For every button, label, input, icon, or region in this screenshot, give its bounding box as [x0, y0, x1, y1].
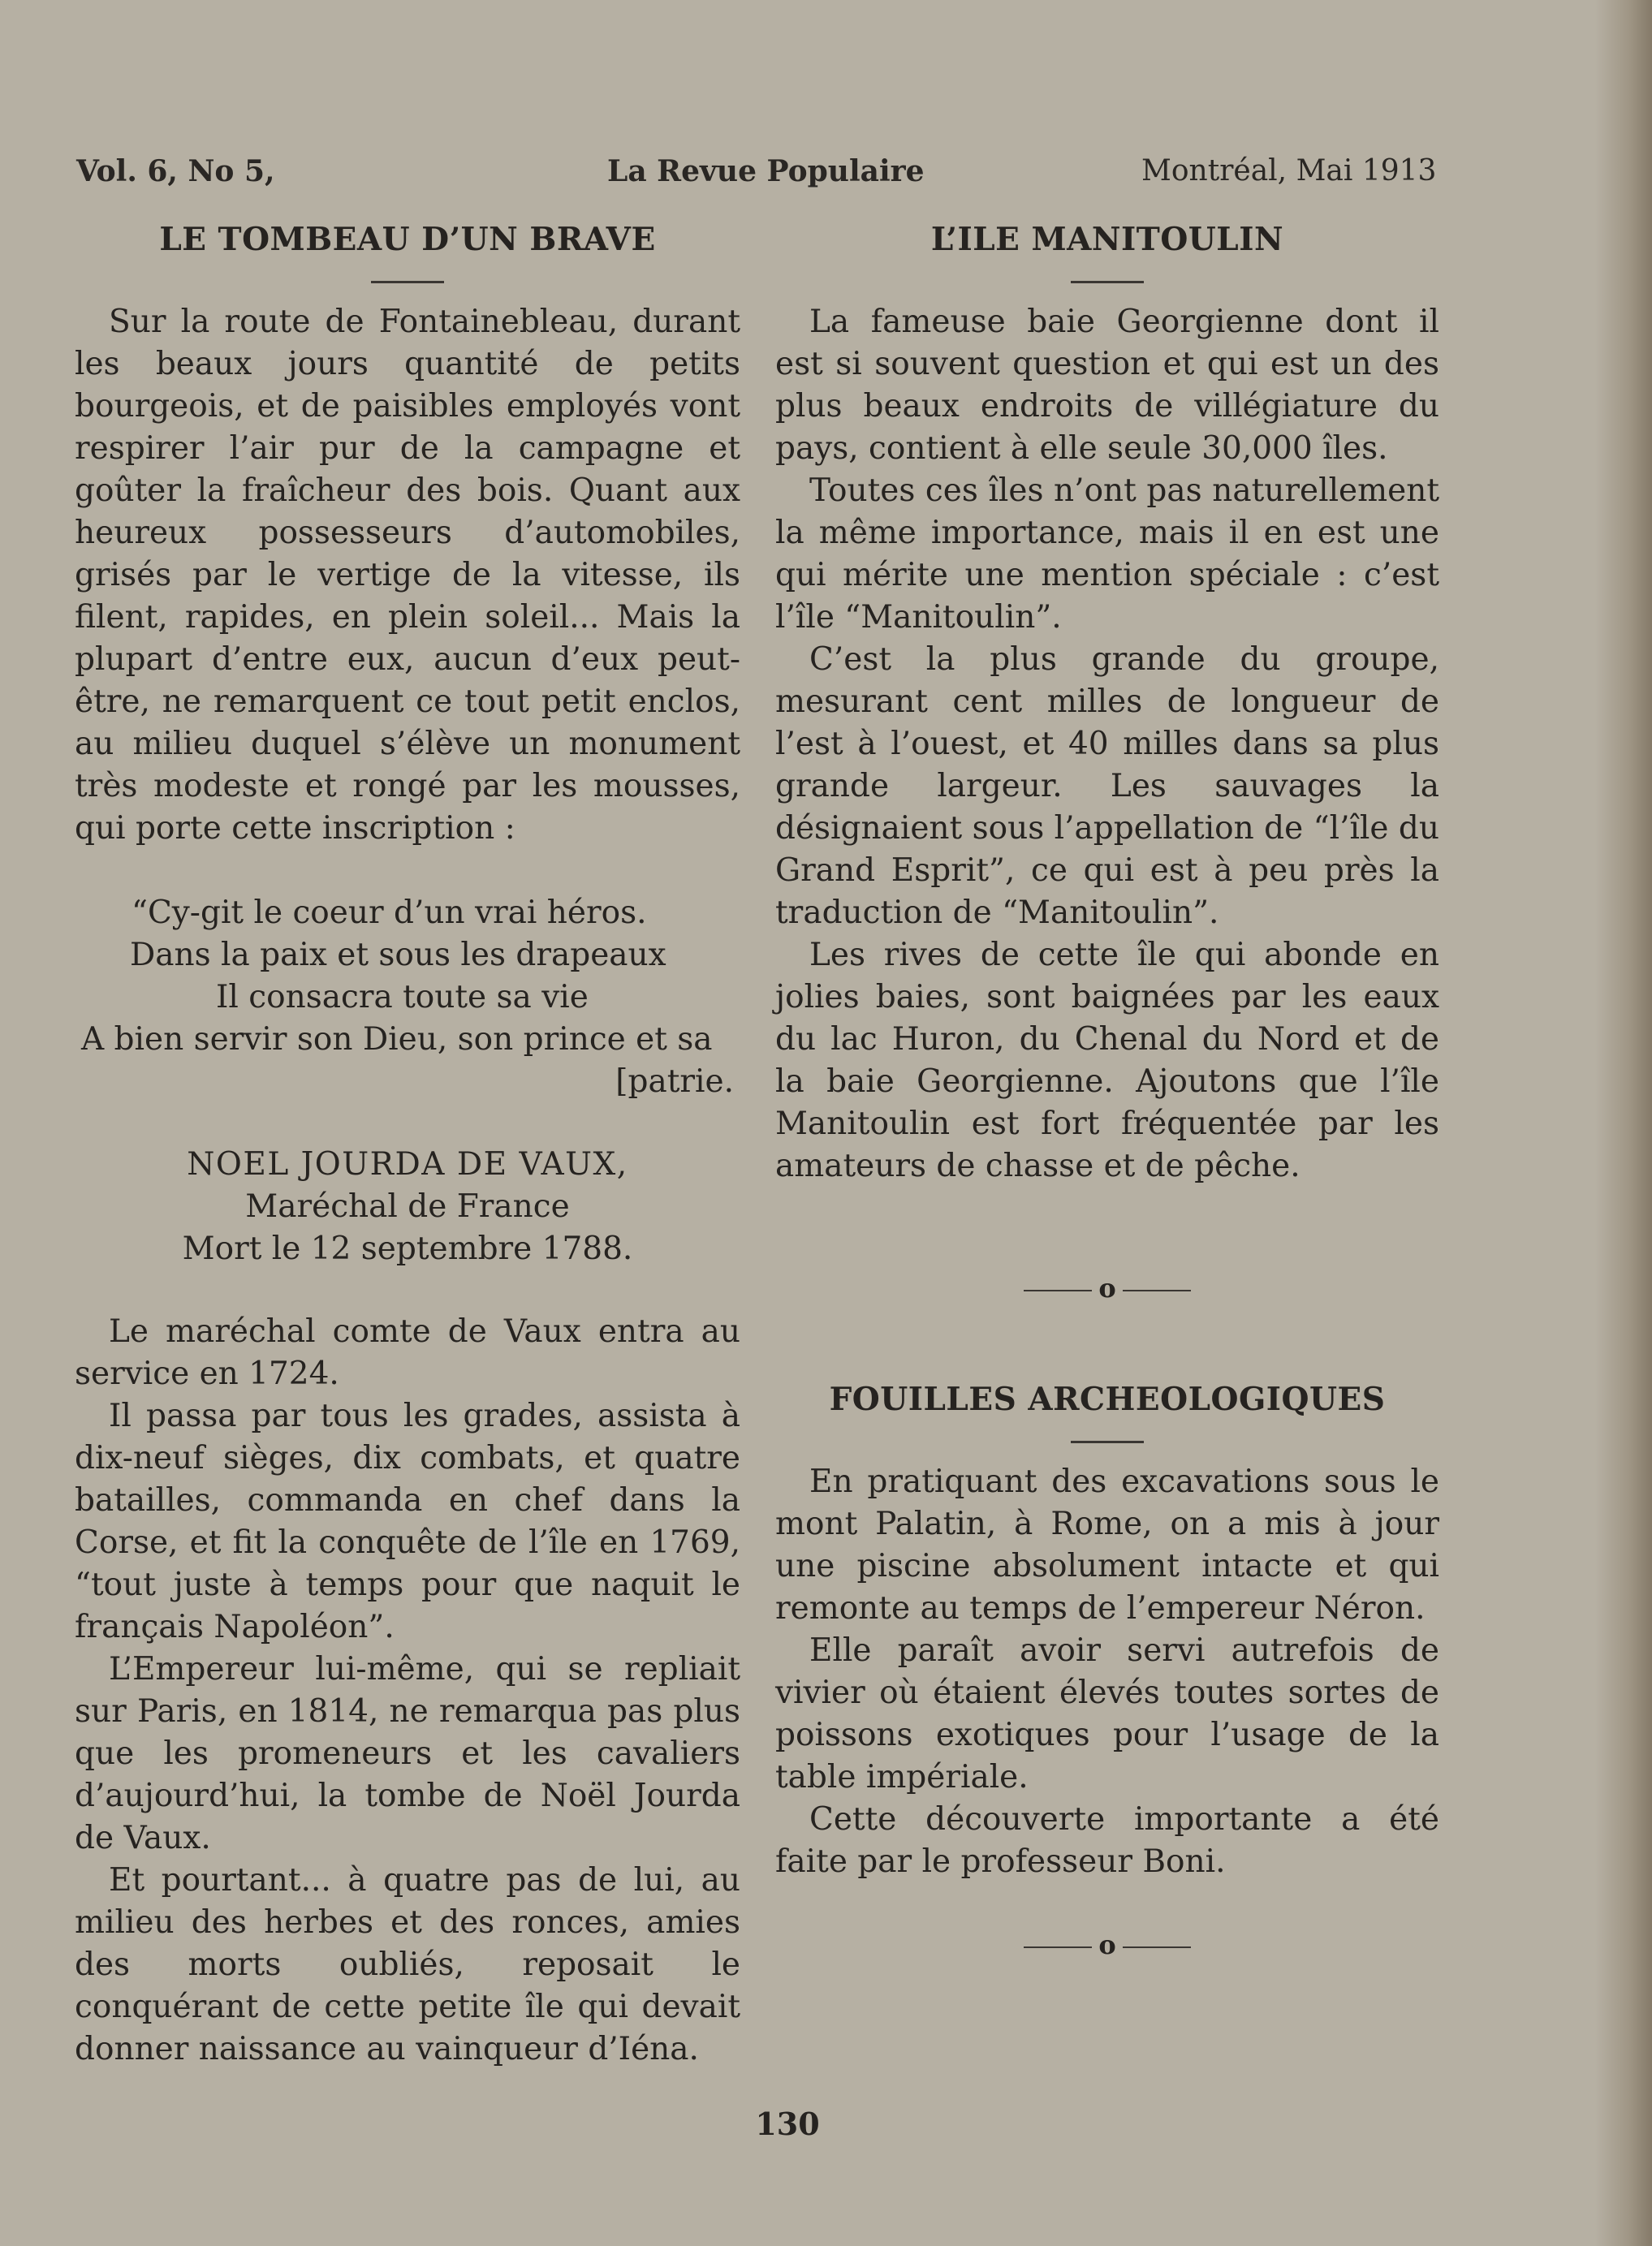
poem-line: A bien servir son Dieu, son prince et sa: [81, 1021, 713, 1058]
paragraph: C’est la plus grande du groupe, mesurant cent milles de longueur de l’est à l’ouest, et 40 milles dans sa plus grande largeur. Les sauvages la désignaient sous l’appellation de “l’île du Grand Esprit”, ce qui est à peu près la traduction de “Manitoulin”.: [775, 641, 1439, 931]
issue-date: Montréal, Mai 1913: [1141, 154, 1437, 188]
article-title-manitoulin: L’ILE MANITOULIN: [930, 221, 1284, 258]
separator-dash: [1024, 1946, 1092, 1948]
poem-line: [patrie.: [615, 1063, 734, 1100]
title-rule: [371, 281, 444, 283]
section-separator: [775, 1929, 1439, 1961]
paragraph: Le maréchal comte de Vaux entra au service en 1724.: [75, 1313, 740, 1392]
signature-death: Mort le 12 septembre 1788.: [182, 1231, 633, 1267]
title-rule: [1071, 281, 1144, 283]
article-title-tombeau: LE TOMBEAU D’UN BRAVE: [159, 221, 656, 258]
journal-title: La Revue Populaire: [607, 154, 925, 188]
poem-line: “Cy-git le coeur d’un vrai héros.: [132, 895, 647, 931]
paragraph: Les rives de cette île qui abonde en jolies baies, sont baignées par les eaux du lac Huron, du Chenal du Nord et de la baie Georgienne. Ajoutons que l’île Manitoulin est fort fréquentée par les amateurs de chasse et de pêche.: [775, 937, 1439, 1184]
inscription-poem: [75, 892, 740, 1103]
title-rule: [1071, 1441, 1144, 1443]
paragraph: Et pourtant... à quatre pas de lui, au milieu des herbes et des ronces, amies des morts oubliés, reposait le conquérant de cette petite île qui devait donner naissance au vainqueur d’Iéna.: [75, 1862, 740, 2067]
separator-dash: [1024, 1290, 1092, 1291]
separator-mark: o: [1098, 1273, 1116, 1304]
left-column: [75, 219, 740, 2071]
signature-rank: Maréchal de France: [245, 1188, 570, 1225]
paragraph: La fameuse baie Georgienne dont il est si souvent question et qui est un des plus beaux endroits de villégiature du pays, contient à elle seule 30,000 îles.: [775, 304, 1439, 467]
poem-line: Il consacra toute sa vie: [216, 979, 589, 1015]
page-number: 130: [755, 2106, 820, 2142]
poem-line: Dans la paix et sous les drapeaux: [130, 937, 666, 973]
paragraph: Il passa par tous les grades, assista à dix-neuf sièges, dix combats, et quatre batailles, commanda en chef dans la Corse, et fit la conquête de l’île en 1769, “tout juste à temps pour que naquit le français Napoléon”.: [75, 1398, 740, 1645]
separator-dash: [1123, 1946, 1191, 1948]
paragraph: En pratiquant des excavations sous le mont Palatin, à Rome, on a mis à jour une piscine absolument intacte et qui remonte au temps de l’empereur Néron.: [775, 1464, 1439, 1627]
paragraph: L’Empereur lui-même, qui se repliait sur Paris, en 1814, ne remarqua pas plus que les promeneurs et les cavaliers d’aujourd’hui, la tombe de Noël Jourda de Vaux.: [75, 1651, 740, 1856]
paragraph: Toutes ces îles n’ont pas naturellement la même importance, mais il en est une qui mérite une mention spéciale : c’est l’île “Manitoulin”.: [775, 472, 1439, 636]
right-column: [775, 219, 1439, 1961]
signature-name: NOEL JOURDA DE VAUX,: [187, 1146, 628, 1183]
separator-dash: [1123, 1290, 1191, 1291]
section-separator: [775, 1272, 1439, 1304]
paragraph: Elle paraît avoir servi autrefois de vivier où étaient élevés toutes sortes de poissons exotiques pour l’usage de la table impériale.: [775, 1632, 1439, 1796]
article-title-fouilles: FOUILLES ARCHEOLOGIQUES: [829, 1381, 1386, 1418]
separator-mark: o: [1098, 1929, 1116, 1960]
volume-number: Vol. 6, No 5,: [76, 154, 275, 188]
inscription-signature: [75, 1144, 740, 1270]
spacer: [75, 1270, 740, 1311]
paragraph: Sur la route de Fontainebleau, durant les beaux jours quantité de petits bourgeois, et de paisibles employés vont respirer l’air pur de la campagne et goûter la fraîcheur des bois. Quant aux heureux possesseurs d’automobiles, grisés par le vertige de la vitesse, ils filent, rapides, en plein soleil... Mais la plupart d’entre eux, aucun d’eux peut-être, ne remarquent ce tout petit enclos, au milieu duquel s’élève un monument très modeste et rongé par les mousses, qui porte cette inscription :: [75, 304, 740, 847]
paragraph: Cette découverte importante a été faite par le professeur Boni.: [775, 1801, 1439, 1880]
